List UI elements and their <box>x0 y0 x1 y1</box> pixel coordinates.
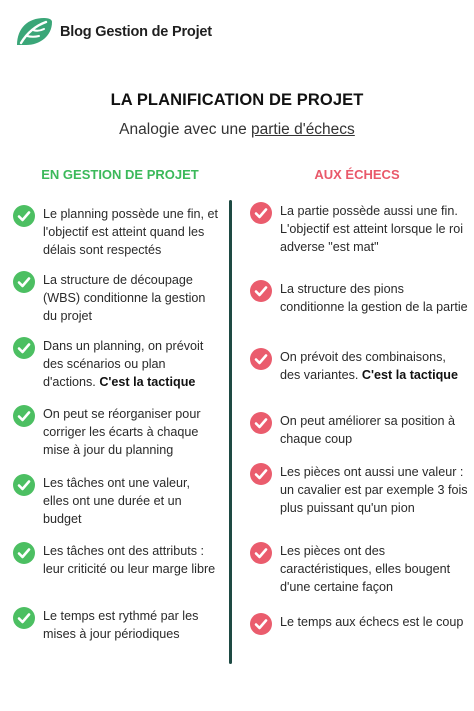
left-item <box>13 405 219 459</box>
item-text: La structure des pions conditionne la gestion de la partie <box>280 282 468 314</box>
item-text: Le temps aux échecs est le coup <box>280 615 464 629</box>
item-text: La partie possède aussi une fin. L'objectif est atteint lorsque le roi adverse "est mat" <box>280 204 464 254</box>
check-circle-icon <box>13 205 35 227</box>
right-item <box>250 348 468 384</box>
right-item <box>250 613 468 635</box>
right-item <box>250 542 468 596</box>
item-text: On peut se réorganiser pour corriger les écarts à chaque mise à jour du planning <box>43 407 201 457</box>
item-text: On peut améliorer sa position à chaque coup <box>280 414 456 446</box>
left-column-heading: EN GESTION DE PROJET <box>41 167 199 182</box>
leaf-logo-icon <box>14 14 54 50</box>
subtitle-link[interactable]: partie d'échecs <box>251 121 355 138</box>
item-text: Le planning possède une fin, et l'objectif est atteint quand les délais sont respectés <box>43 207 219 257</box>
left-item <box>13 205 219 259</box>
check-circle-icon <box>250 348 272 370</box>
check-circle-icon <box>250 280 272 302</box>
subtitle-text: Analogie avec une <box>119 121 252 138</box>
page-title: LA PLANIFICATION DE PROJET <box>110 91 364 109</box>
check-circle-icon <box>250 202 272 224</box>
item-text: Les pièces ont des caractéristiques, elles bougent d'une certaine façon <box>280 544 451 594</box>
item-text: Dans un planning, on prévoit des scénarios ou plan d'actions. C'est la tactique <box>43 339 204 389</box>
right-item <box>250 412 468 448</box>
check-circle-icon <box>13 337 35 359</box>
right-item <box>250 202 468 256</box>
right-item <box>250 463 468 517</box>
left-item <box>13 474 219 528</box>
check-circle-icon <box>13 474 35 496</box>
check-circle-icon <box>13 405 35 427</box>
item-text: Les tâches ont une valeur, elles ont une durée et un budget <box>43 476 191 526</box>
column-divider <box>229 200 232 664</box>
check-circle-icon <box>250 613 272 635</box>
check-circle-icon <box>13 607 35 629</box>
left-item <box>13 607 219 643</box>
item-text: Les tâches ont des attributs : leur criticité ou leur marge libre <box>43 544 216 576</box>
item-text: Le temps est rythmé par les mises à jour périodiques <box>43 609 199 641</box>
check-circle-icon <box>250 412 272 434</box>
item-text: On prévoit des combinaisons, des variantes. C'est la tactique <box>280 350 458 382</box>
right-item <box>250 280 468 316</box>
brand-name: Blog Gestion de Projet <box>60 24 212 40</box>
item-text: La structure de découpage (WBS) conditionne la gestion du projet <box>43 273 206 323</box>
item-text: Les pièces ont aussi une valeur : un cavalier est par exemple 3 fois plus puissant qu'un pion <box>280 465 468 515</box>
check-circle-icon <box>250 463 272 485</box>
left-item <box>13 542 219 578</box>
check-circle-icon <box>250 542 272 564</box>
page-subtitle <box>0 121 474 139</box>
check-circle-icon <box>13 542 35 564</box>
brand <box>14 14 212 50</box>
left-item <box>13 271 219 325</box>
left-item <box>13 337 219 391</box>
right-column-heading: AUX ÉCHECS <box>314 167 400 182</box>
check-circle-icon <box>13 271 35 293</box>
